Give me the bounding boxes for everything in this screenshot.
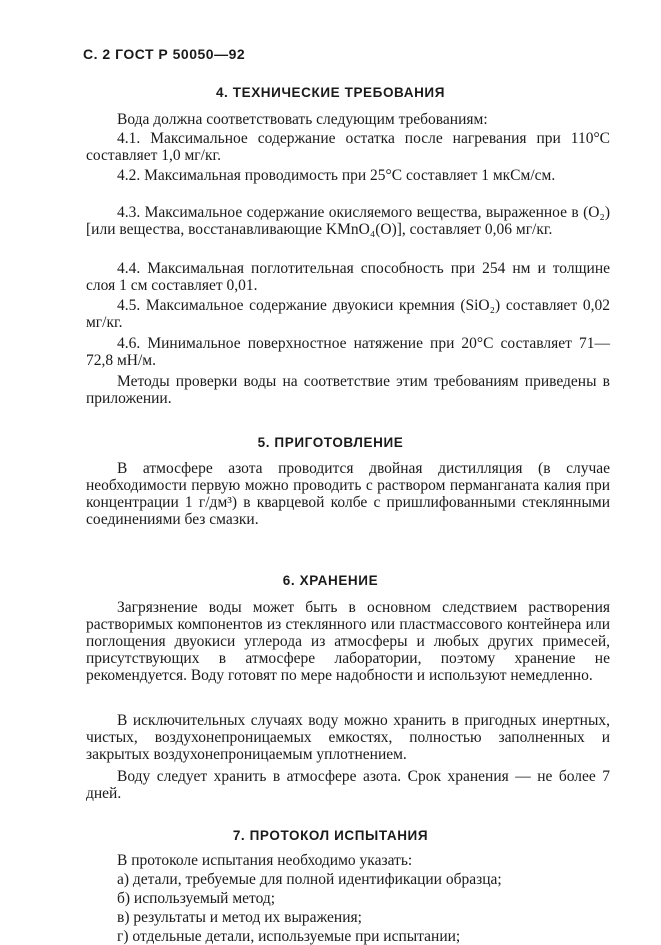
section-6-paragraph-2: В исключительных случаях воду можно хранить в пригодных инертных, чистых, воздухонепроницаемых емкостях, полностью заполненных и закрытых воздухонепроницаемым уплотнением. <box>86 712 610 763</box>
protocol-item-v: в) результаты и метод их выражения; <box>117 909 362 926</box>
protocol-item-a: а) детали, требуемые для полной идентификации образца; <box>117 871 502 888</box>
section-7-heading: 7. ПРОТОКОЛ ИСПЫТАНИЯ <box>232 828 429 843</box>
section-5-heading: 5. ПРИГОТОВЛЕНИЕ <box>257 435 404 450</box>
section-6-paragraph-3: Воду следует хранить в атмосфере азота. Срок хранения — не более 7 дней. <box>86 768 610 802</box>
protocol-item-b: б) используемый метод; <box>117 890 276 907</box>
requirement-4-5: 4.5. Максимальное содержание двуокиси кремния (SiO₂) составляет 0,02 мг/кг. <box>86 297 610 331</box>
section-6-paragraph-1: Загрязнение воды может быть в основном следствием растворения растворимых компонентов из стеклянного или пластмассового контейнера или поглощения двуокиси углерода из атмосферы и любых других примесей, присутствующих в атмосфере лаборатории, поэтому хранение не рекомендуется. Воду готовят по мере надобности и используют немедленно. <box>86 599 610 684</box>
page-header: С. 2 ГОСТ Р 50050—92 <box>83 46 246 62</box>
section-5-text: В атмосфере азота проводится двойная дистилляция (в случае необходимости первую можно проводить с раствором перманганата калия при концентрации 1 г/дм³) в кварцевой колбе с пришлифованными стеклянными соединениями без смазки. <box>86 460 610 528</box>
requirement-4-2: 4.2. Максимальная проводимость при 25°С составляет 1 мкСм/см. <box>117 167 556 184</box>
section-4-heading: 4. ТЕХНИЧЕСКИЕ ТРЕБОВАНИЯ <box>215 85 446 100</box>
section-4-closing: Методы проверки воды на соответствие этим требованиям приведены в приложении. <box>86 373 610 407</box>
requirement-4-3: 4.3. Максимальное содержание окисляемого вещества, выраженное в (O₂) [или вещества, восстанавливающие KMnO₄(O)], составляет 0,06 мг/кг. <box>86 204 610 238</box>
requirement-4-4: 4.4. Максимальная поглотительная способность при 254 нм и толщине слоя 1 см составляет 0,01. <box>86 260 610 294</box>
section-4-intro: Вода должна соответствовать следующим требованиям: <box>117 111 488 128</box>
protocol-item-g: г) отдельные детали, используемые при испытании; <box>117 928 461 945</box>
section-7-intro: В протоколе испытания необходимо указать: <box>117 852 413 869</box>
section-6-heading: 6. ХРАНЕНИЕ <box>282 573 379 588</box>
requirement-4-1: 4.1. Максимальное содержание остатка после нагревания при 110°С составляет 1,0 мг/кг. <box>86 130 610 164</box>
requirement-4-6: 4.6. Минимальное поверхностное натяжение при 20°С составляет 71—72,8 мН/м. <box>86 335 610 369</box>
